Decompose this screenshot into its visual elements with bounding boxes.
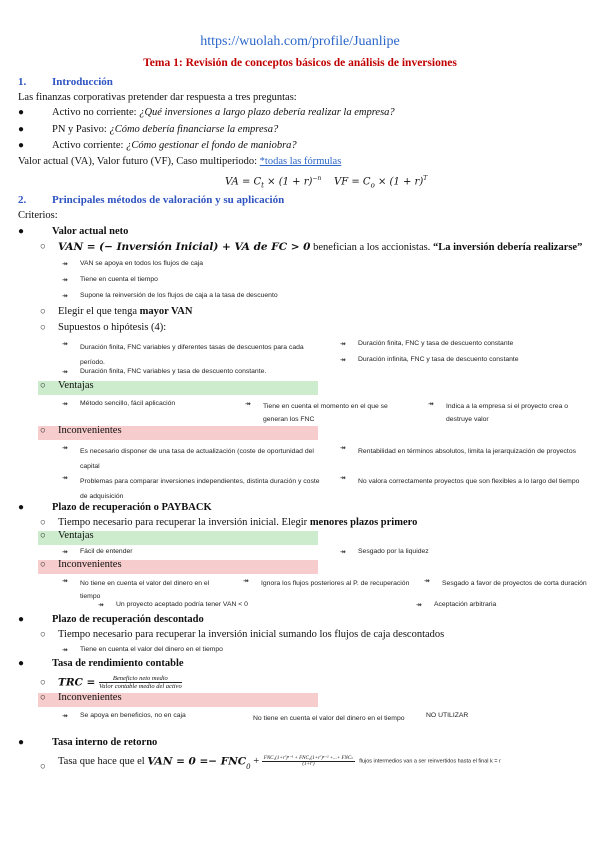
van-point-3: Supone la reinversión de los flujos de caja a la tasa de descuento: [80, 292, 278, 299]
valor-text: Valor actual (VA), Valor futuro (VF), Caso multiperiodo: *todas las fórmulas: [18, 156, 342, 167]
inconvenientes-label: Inconvenientes: [58, 692, 122, 703]
van-elegir: Elegir el que tenga mayor VAN: [58, 306, 193, 317]
ventajas-label: Ventajas: [58, 530, 94, 541]
arrow-icon: ↠: [340, 475, 346, 482]
payback-ventaja-2: Sesgado por la liquidez: [358, 548, 429, 555]
bullet-icon: ●: [18, 140, 25, 151]
trc-inconvenientes-row: [38, 693, 318, 707]
circle-bullet-icon: ○: [40, 426, 46, 436]
circle-bullet-icon: ○: [40, 678, 46, 688]
question-3: Activo corriente: ¿Cómo gestionar el fondo de maniobra?: [52, 140, 297, 151]
page-title: Tema 1: Revisión de conceptos básicos de análisis de inversiones: [143, 57, 457, 69]
arrow-icon: ↠: [340, 341, 346, 348]
ventaja-1: Método sencillo, fácil aplicación: [80, 400, 176, 407]
van-point-1: VAN se apoya en todos los flujos de caja: [80, 260, 204, 267]
circle-bullet-icon: ○: [40, 242, 46, 252]
payback-inconveniente-4: Un proyecto aceptado podría tener VAN < 0: [116, 601, 248, 608]
payback-inconveniente-1: No tiene en cuenta el valor del dinero en el tiempo: [80, 580, 210, 600]
intro-text: Las finanzas corporativas pretender dar respuesta a tres preguntas:: [18, 92, 297, 103]
payback-inconveniente-5: Aceptación arbitraria: [434, 601, 497, 608]
payback-ventaja-1: Fácil de entender: [80, 548, 133, 555]
arrow-icon: ↠: [98, 602, 104, 609]
arrow-icon: ↠: [416, 602, 422, 609]
supuesto-3: Duración finita, FNC y tasa de descuento constante: [358, 340, 514, 347]
inconveniente-1: Es necesario disponer de una tasa de actualización (coste de oportunidad del capital: [80, 448, 314, 470]
ventaja-2: Tiene en cuenta el momento en el que se generan los FNC: [263, 403, 388, 423]
circle-bullet-icon: ○: [40, 518, 46, 528]
circle-bullet-icon: ○: [40, 323, 46, 333]
criterios-label: Criterios:: [18, 210, 58, 221]
descontado-desc: Tiempo necesario para recuperar la inversión inicial sumando los flujos de caja descontados: [58, 629, 445, 640]
arrow-icon: ↠: [424, 578, 430, 585]
arrow-icon: ↠: [62, 578, 68, 585]
formula-va-vf: VA = $C_t \times (1 + r)^{-n}$ VF = $C_o \times (1 + r)^T$: [225, 175, 428, 190]
inconvenientes-row: [38, 426, 318, 440]
bullet-icon: ●: [18, 737, 25, 748]
supuesto-4: Duración infinita, FNC y tasa de descuento constante: [358, 356, 519, 363]
tir-formula: Tasa que hace que el VAN = $0 =- FNC_0$ + $\frac{\text{FNC₁(1+r')ⁿ⁻¹ + FNC₂(1+r')ⁿ⁻² +...+ FNCₙ}}{(1+r')}$ flujos intermedios van a ser reinvertidos hasta el final k = r: [58, 755, 501, 772]
payback-title: Plazo de recuperación o PAYBACK: [52, 502, 212, 513]
payback-ventajas-row: [38, 531, 318, 545]
section-1-number: 1.: [18, 76, 27, 88]
arrow-icon: ↠: [340, 357, 346, 364]
trc-inconveniente-3: NO UTILIZAR: [426, 712, 469, 719]
ventajas-label: Ventajas: [58, 380, 94, 391]
trc-inconveniente-2: No tiene en cuenta el valor del dinero en el tiempo: [253, 715, 405, 722]
bullet-icon: ●: [18, 502, 25, 513]
inconveniente-3: Problemas para comparar inversiones independientes, distinta duración y coste de adquisición: [80, 478, 320, 500]
circle-bullet-icon: ○: [40, 560, 46, 570]
arrow-icon: ↠: [62, 549, 68, 556]
section-1-heading: Introducción: [52, 76, 113, 88]
arrow-icon: ↠: [62, 341, 68, 348]
van-supuestos: Supuestos o hipótesis (4):: [58, 322, 167, 333]
bullet-icon: ●: [18, 658, 25, 669]
arrow-icon: ↠: [243, 578, 249, 585]
formulas-link[interactable]: *todas las fórmulas: [259, 156, 342, 167]
arrow-icon: ↠: [428, 401, 434, 408]
circle-bullet-icon: ○: [40, 693, 46, 703]
arrow-icon: ↠: [62, 293, 68, 300]
question-1: Activo no corriente: ¿Qué inversiones a largo plazo debería realizar la empresa?: [52, 107, 395, 118]
supuesto-1: Duración finita, FNC variables y diferentes tasas de descuentos para cada período.: [80, 344, 304, 366]
source-link[interactable]: https://wuolah.com/profile/Juanlipe: [200, 34, 400, 49]
circle-bullet-icon: ○: [40, 307, 46, 317]
arrow-icon: ↠: [62, 277, 68, 284]
trc-title: Tasa de rendimiento contable: [52, 658, 184, 669]
supuesto-2: Duración finita, FNC variables y tasa de descuento constante.: [80, 368, 267, 375]
arrow-icon: ↠: [245, 401, 251, 408]
arrow-icon: ↠: [62, 647, 68, 654]
section-2-heading: Principales métodos de valoración y su aplicación: [52, 194, 285, 206]
circle-bullet-icon: ○: [40, 630, 46, 640]
bullet-icon: ●: [18, 614, 25, 625]
descontado-point-1: Tiene en cuenta el valor del dinero en el tiempo: [80, 646, 223, 653]
question-2: PN y Pasivo: ¿Cómo debería financiarse la empresa?: [52, 124, 279, 135]
inconvenientes-label: Inconvenientes: [58, 425, 122, 436]
inconveniente-4: No valora correctamente proyectos que son flexibles a lo largo del tiempo: [358, 478, 580, 485]
ventaja-3: Indica a la empresa si el proyecto crea o destruye valor: [446, 403, 569, 423]
arrow-icon: ↠: [62, 475, 68, 482]
bullet-icon: ●: [18, 107, 25, 118]
payback-inconveniente-3: Sesgado a favor de proyectos de corta duración: [442, 580, 587, 587]
descontado-title: Plazo de recuperación descontado: [52, 614, 204, 625]
tir-title: Tasa interno de retorno: [52, 737, 158, 748]
inconvenientes-label: Inconvenientes: [58, 559, 122, 570]
ventajas-row: [38, 381, 318, 395]
arrow-icon: ↠: [62, 369, 68, 376]
payback-inconvenientes-row: [38, 560, 318, 574]
circle-bullet-icon: ○: [40, 381, 46, 391]
circle-bullet-icon: ○: [40, 531, 46, 541]
arrow-icon: ↠: [62, 261, 68, 268]
payback-inconveniente-2: Ignora los flujos posteriores al P. de recuperación: [261, 580, 410, 587]
circle-bullet-icon: ○: [40, 762, 46, 772]
bullet-icon: ●: [18, 124, 25, 135]
arrow-icon: ↠: [340, 445, 346, 452]
trc-inconveniente-1: Se apoya en beneficios, no en caja: [80, 712, 186, 719]
bullet-icon: ●: [18, 226, 25, 237]
van-title: Valor actual neto: [52, 226, 129, 237]
arrow-icon: ↠: [62, 445, 68, 452]
arrow-icon: ↠: [62, 713, 68, 720]
payback-desc: Tiempo necesario para recuperar la inversión inicial. Elegir menores plazos primero: [58, 517, 418, 528]
van-rule: VAN = (− Inversión Inicial) + VA de FC > 0 benefician a los accionistas. “La inversión debería realizarse”: [58, 241, 583, 253]
section-2-number: 2.: [18, 194, 27, 206]
inconveniente-2: Rentabilidad en términos absolutos, limita la jerarquización de proyectos: [358, 448, 576, 455]
arrow-icon: ↠: [340, 549, 346, 556]
van-point-2: Tiene en cuenta el tiempo: [80, 276, 158, 283]
arrow-icon: ↠: [62, 401, 68, 408]
trc-formula: TRC = $\frac{\text{Beneficio neto medio}}{\text{Valor contable medio del activo}}$: [58, 674, 182, 690]
